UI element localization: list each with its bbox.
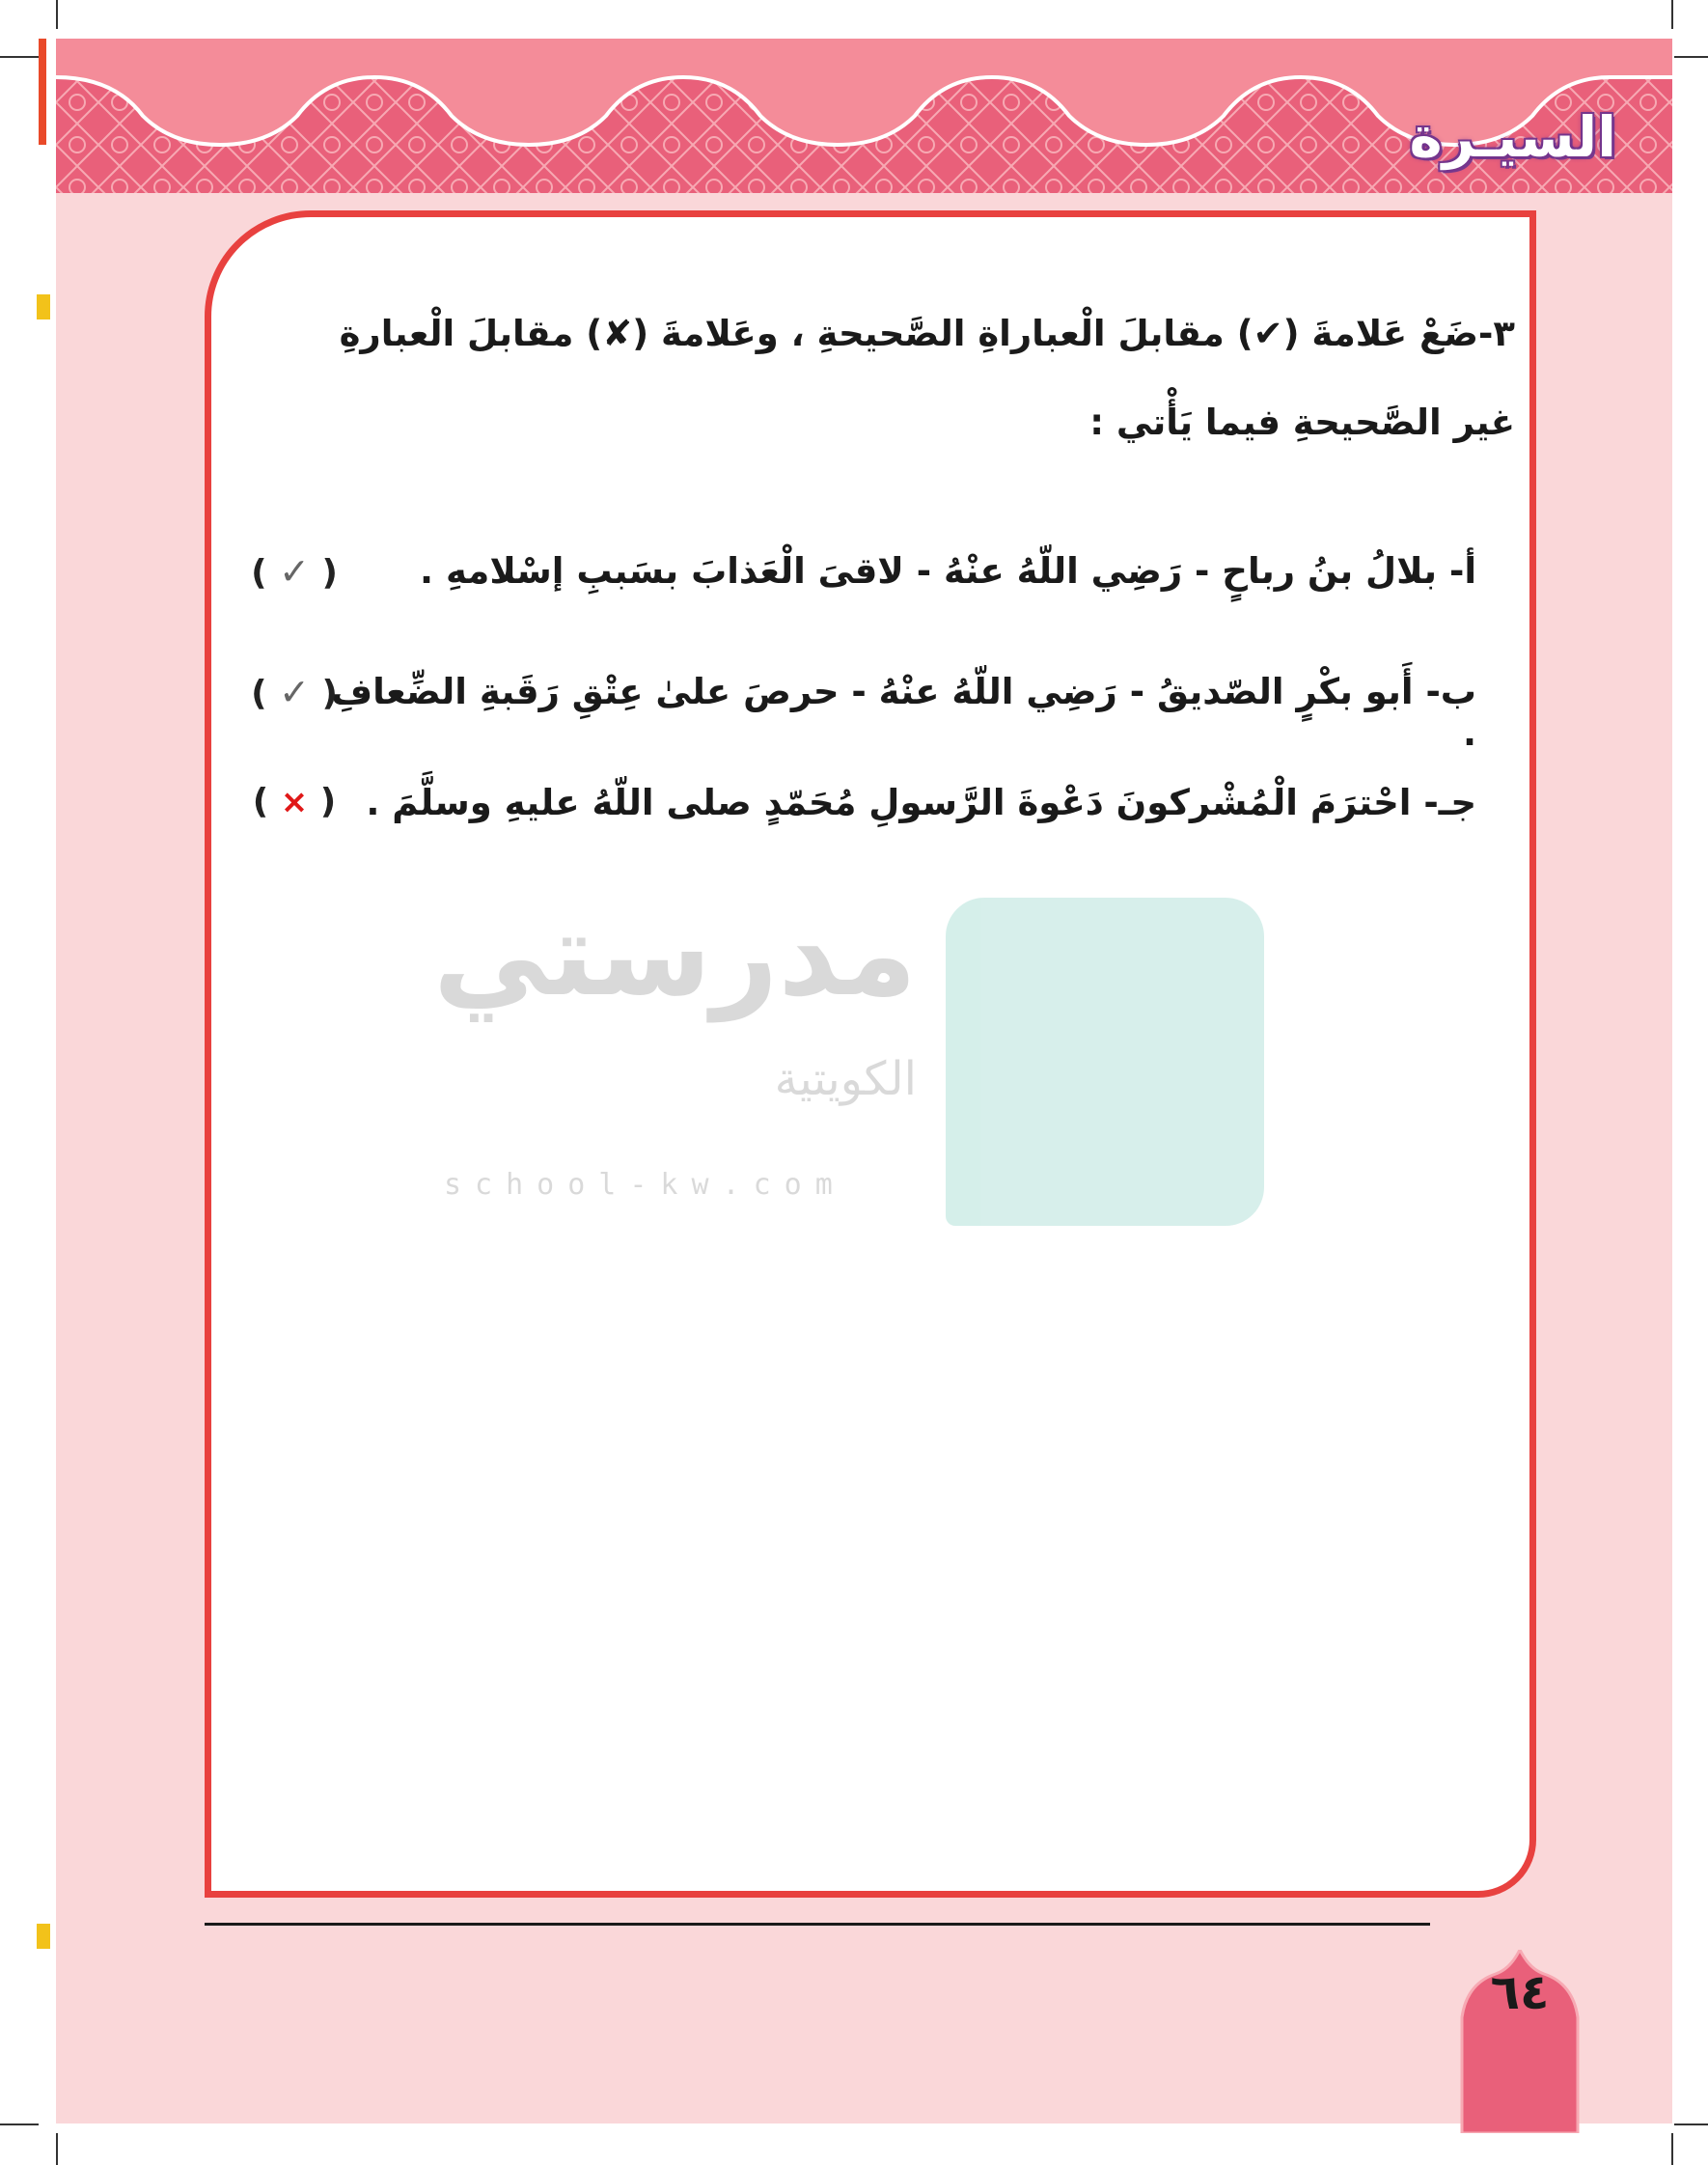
check-icon: ✓ xyxy=(279,671,310,713)
check-icon: ✓ xyxy=(279,550,310,593)
crop-mark-tl-v xyxy=(56,0,58,29)
section-title: السيـرة xyxy=(1409,104,1616,170)
footer-divider xyxy=(205,1923,1430,1926)
watermark-subtitle: الكويتية xyxy=(774,1052,917,1106)
instruction-line-2: غير الصَّحيحةِ فيما يَأْتي : xyxy=(1089,402,1515,443)
watermark-logo-icon xyxy=(946,898,1264,1226)
exercise-instruction xyxy=(164,290,1515,467)
cross-icon: × xyxy=(280,783,309,821)
answer-box-c[interactable]: ( × ) xyxy=(252,782,337,821)
crop-mark-br-v xyxy=(1671,2133,1673,2165)
crop-mark-bl-v xyxy=(56,2133,58,2165)
crop-mark-tr-v xyxy=(1671,0,1673,29)
watermark-url: school-kw.com xyxy=(444,1168,846,1202)
exercise-item-a: أ- بلالُ بنُ رباحٍ - رَضِي اللّهُ عنْهُ - لاقىَ الْعَذابَ بسَببِ إسْلامهِ . xyxy=(420,550,1476,592)
answer-box-b[interactable]: ( ✓ ) xyxy=(251,671,338,713)
crop-mark-bl-h xyxy=(0,2123,39,2125)
watermark xyxy=(415,888,1303,1274)
page-number: ٦٤ xyxy=(1490,1964,1550,2020)
watermark-name: مدرستي xyxy=(432,888,917,1022)
exercise-item-c: جـ- احْترَمَ الْمُشْركونَ دَعْوةَ الرَّسولِ مُحَمّدٍ صلى اللّهُ عليهِ وسلَّمَ . xyxy=(366,782,1476,823)
crop-mark-br-h xyxy=(1674,2123,1708,2125)
crop-mark-tl-h xyxy=(0,56,39,58)
crop-mark-tr-h xyxy=(1674,56,1708,58)
exercise-item-b: ب- أَبو بكْرٍ الصّديقُ - رَضِي اللّهُ عنْهُ - حرصَ علىٰ عِتْقِ رَقَبةِ الضِّعافِ . xyxy=(331,671,1476,754)
registration-mark-mid xyxy=(37,294,50,319)
answer-box-a[interactable]: ( ✓ ) xyxy=(251,550,338,593)
registration-mark-top xyxy=(39,39,46,145)
instruction-line-1: ٣-ضَعْ عَلامةَ (✔) مقابلَ الْعباراةِ الصَّحيحةِ ، وعَلامةَ (✘) مقابلَ الْعبارةِ xyxy=(339,313,1515,354)
registration-mark-low xyxy=(37,1924,50,1949)
